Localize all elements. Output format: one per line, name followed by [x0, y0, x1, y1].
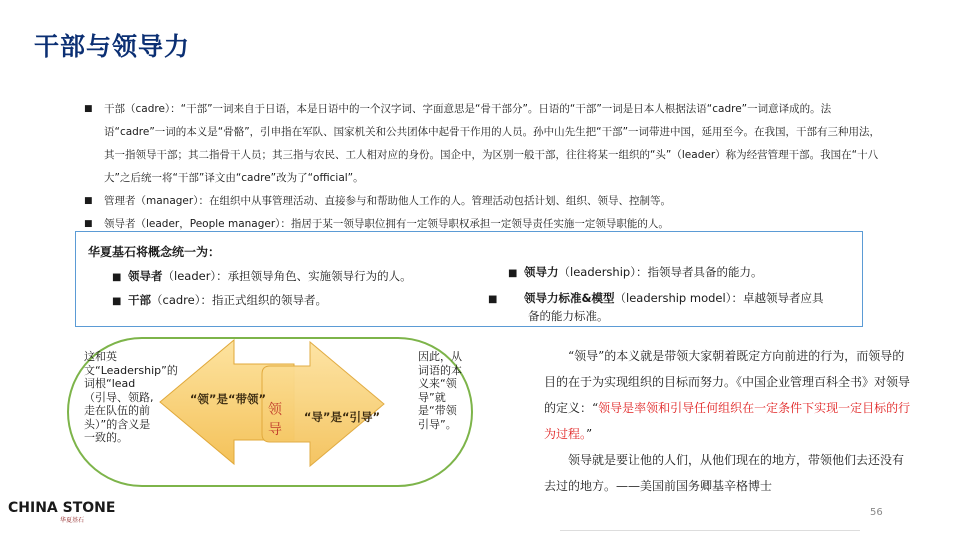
definition-highlight: 领导是率领和引导任何组织在一定条件下实现一定目标的行为过程。 [544, 401, 911, 441]
bullet-icon: ■ [84, 219, 93, 229]
definition-manager [84, 190, 884, 213]
arrow-left-text: “领”是“带领” [189, 392, 267, 406]
unified-concept-box [75, 231, 863, 327]
concept-item-cadre: ■ 干部（cadre）：指正式组织的领导者。 [112, 292, 492, 310]
page-number: 56 [870, 507, 883, 518]
definition-cadre [84, 98, 884, 190]
concept-item-leadership-model: ■ 领导力标准&模型（leadership model）：卓越领导者应具备的能力标准。 [488, 291, 824, 323]
diagram-left-text: 这和英文“Leadership”的词根“lead（引导、领路,走在队伍的前头）”的含义是一致的。 [84, 350, 178, 444]
concept-item-leader: ■ 领导者（leader）：承担领导角色、实施领导行为的人。 [112, 268, 492, 286]
definition-text: 干部（cadre）：“干部”一词来自于日语，本是日语中的一个汉字词、字面意思是“骨干部分”。日语的“干部”一词是日本人根据法语“cadre”一词意译成的。法语“cadre”一词的本义是“骨骼”，引申指在军队、国家机关和公共团体中起骨干作用的人员。孙中山先生把“干部”一词带进中国，延用至今。在我国，干部有三种用法，其一指领导干部；其二指骨干人员；其三指与农民、工人相对应的身份。国企中，为区别一般干部，往往将某一组织的“头”（leader）称为经营管理干部。我国在“十八大”之后统一将“干部”译文由“cadre”改为了“official”。 [104, 103, 881, 184]
box-heading: 华夏基石将概念统一为： [88, 245, 221, 259]
bullet-icon: ■ [488, 294, 498, 305]
leadership-quote [544, 343, 914, 499]
quote-paragraph-2: 领导就是要让他的人们，从他们现在的地方，带领他们去还没有去过的地方。——美国前国务卿基辛格博士 [544, 453, 905, 493]
arrow-right-text: “导”是“引导” [303, 410, 381, 424]
concept-item-leadership: ■ 领导力（leadership）：指领导者具备的能力。 [508, 264, 838, 282]
definition-list [84, 98, 884, 236]
bullet-icon: ■ [84, 104, 93, 114]
bullet-icon: ■ [112, 296, 122, 307]
bullet-icon: ■ [84, 196, 93, 206]
definition-text: 管理者（manager）：在组织中从事管理活动、直接参与和帮助他人工作的人。管理活动包括计划、组织、领导、控制等。 [104, 195, 671, 207]
company-logo: CHINA STONE [8, 500, 116, 516]
company-logo-subtitle: 华夏基石 [60, 517, 85, 524]
footer-divider [560, 530, 860, 531]
page-title: 干部与领导力 [34, 32, 191, 61]
diagram-right-text: 因此，从词语的本义来“领导”就是“带领引导”。 [418, 350, 462, 431]
quote-paragraph-1: “领导”的本义就是带领大家朝着既定方向前进的行为，而领导的目的在于为实现组织的目标而努力。《中国企业管理百科全书》对领导的定义：“领导是率领和引导任何组织在一定条件下实现一定目标的行为过程。” [544, 349, 911, 441]
bullet-icon: ■ [508, 268, 518, 279]
bullet-icon: ■ [112, 272, 122, 283]
center-label: 领导 [268, 402, 282, 438]
definition-text: 领导者（leader，People manager）：指居于某一领导职位拥有一定领导职权承担一定领导责任实施一定领导职能的人。 [104, 218, 669, 230]
